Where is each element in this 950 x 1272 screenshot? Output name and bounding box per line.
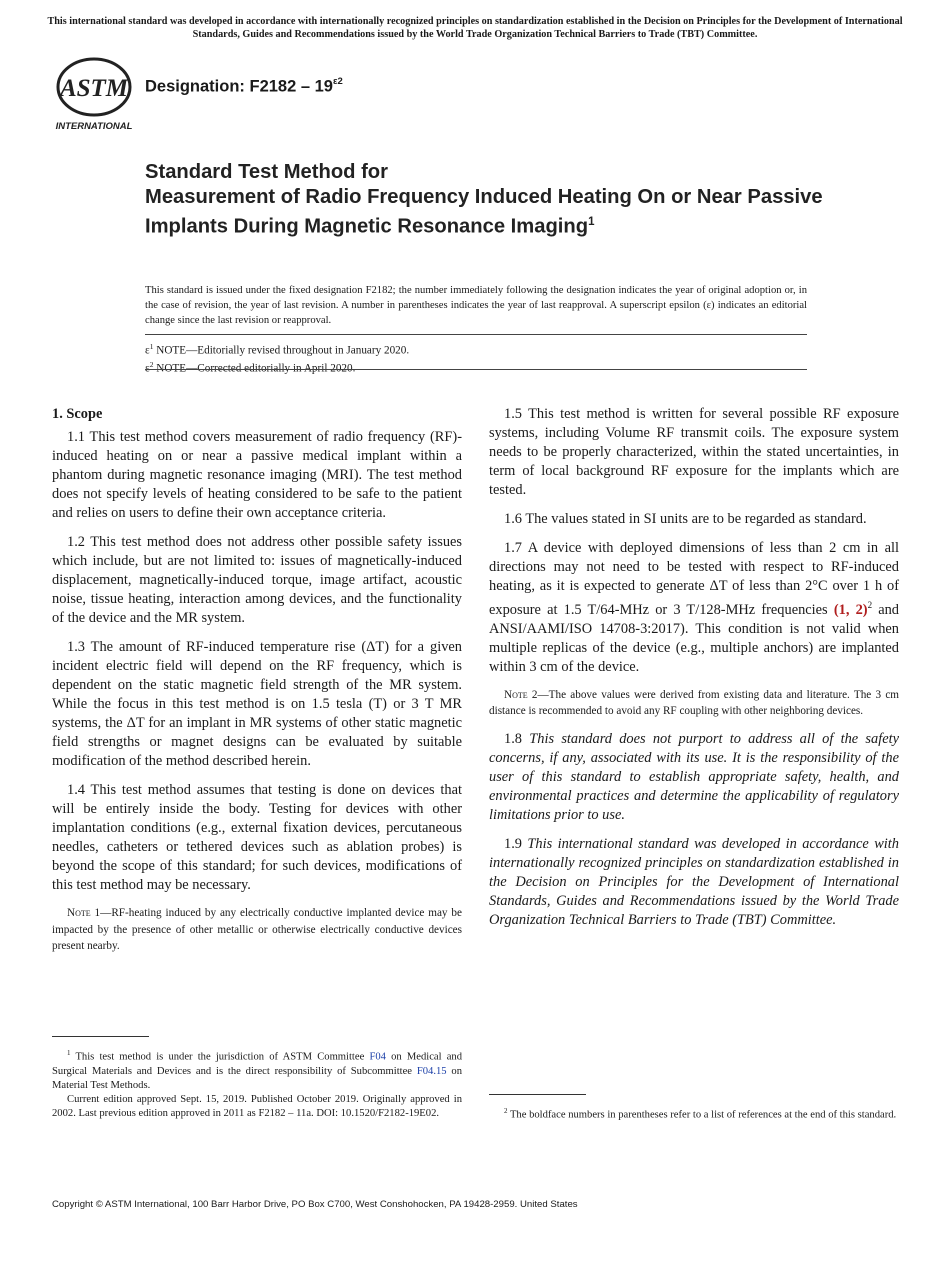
editorial-note: $\varepsilon^1$ NOTE—Editorially revised throughout in January 2020. [145,342,410,357]
paragraph-1-9: 1.9 This international standard was developed in accordance with internationally recognized principles on standardization established in the Decision on Principles for the Development of International Standards, Guides and Recommendations issued by the World Trade Organization Technical Barriers to Trade (TBT) Committee. [489,835,899,928]
left-column [52,405,462,965]
paragraph-1-3: 1.3 The amount of RF-induced temperature rise (ΔT) for a given incident electric field will depend on the RF frequency, which is dependent on the static magnetic field strength of the MR system. While the focus in this test method is on 1.5 tesla (T) or 3 T MR systems, the ΔT for an implant in MR systems of other static magnetic field strengths or magnet designs can be evaluated by suitable modification of the method described herein. [52,639,462,769]
title-line-2: Measurement of Radio Frequency Induced Heating On or Near Passive Implants During Magnetic Resonance Imaging [145,186,823,238]
paragraph-1-2: 1.2 This test method does not address other possible safety issues which include, but are not limited to: issues of magnetically-induced displacement, magnetically-induced torque, image artifact, acoustic noise, tissue heating, interaction among devices, and the functionality of the device and the MR system. [52,534,462,626]
paragraph-1-4: 1.4 This test method assumes that testing is done on devices that will be entirely inside the body. Testing for devices with other implantation conditions (e.g., external fixation devices, percutaneous needles, catheters or tethered devices such as ablation probes) is beyond the scope of this standard; for such devices, modifications of this test method may be necessary. [52,782,462,893]
reference-group: (1, 2) [833,601,868,618]
paragraph-1-5: 1.5 This test method is written for several possible RF exposure systems, including Volume RF transmit coils. The exposure system needs to be properly characterized, within the stated uncertainties, in term of local background RF exposure for the implants which are tested. [489,406,899,498]
footnote-left: $^1$ This test method is under the jurisdiction of ASTM Committee F04 on Medical and Surgical Materials and Devices and is the direct responsibility of Subcommittee F04.15 on Material Test Methods. Current edition approved Sept. 15, 2019. Published October 2019. Originally approved in 2002. Last previous edition approved in 2011 as F2182 – 11a. DOI: 10.1520/F2182-19E02. [52,1049,462,1119]
logo-text: ASTM [59,75,129,102]
issued-statement: This standard is issued under the fixed designation F2182; the number immediately following the designation indicates the year of original adoption or, in the case of revision, the year of last revision. A number in parentheses indicates the year of last reapproval. A superscript epsilon (ε) indicates an editorial change since the last revision or reapproval. [145,285,807,326]
paragraph-1-8: 1.8 This standard does not purport to address all of the safety concerns, if any, associated with its use. It is the responsibility of the user of this standard to establish appropriate safety, health, and environmental practices and determine the applicability of regulatory limitations prior to use. [489,730,899,823]
footnote-right: $^2$ The boldface numbers in parentheses refer to a list of references at the end of this standard. [504,1107,897,1121]
note-1: Note 1—RF-heating induced by any electrically conductive implanted device may be impacted by the presence of other metallic or otherwise electrically conductive devices present nearby. [52,907,462,952]
reference-link[interactable]: 1 [838,601,846,618]
paragraph-1-1: 1.1 This test method covers measurement of radio frequency (RF)-induced heating on or near a passive medical implant within a phantom during magnetic resonance imaging (MRI). The test method does not specify levels of heating considered to be safe to the patient and relies on users to define their own acceptance criteria. [52,429,462,521]
divider-bottom [145,369,807,370]
title-footnote-mark: 1 [588,216,595,228]
edition-note: Current edition approved Sept. 15, 2019. Published October 2019. Originally approved in 2002. Last previous edition approved in 2011 as F2182 – 11a. DOI: 10.1520/F2182-19E02. [52,1093,462,1119]
footnote-rule-left [52,1036,149,1037]
document-title [145,160,825,240]
designation-superscript: ε2 [333,76,343,87]
designation-label: Designation: F2182 – 19 [145,77,333,96]
reference-link[interactable]: 2 [855,601,863,618]
astm-logo [52,57,136,133]
copyright-footer: Copyright © ASTM International, 100 Barr Harbor Drive, PO Box C700, West Conshohocken, PA 19428-2959. United States [52,1199,578,1210]
editorial-notes [145,340,807,375]
editorial-note: 2 [149,359,154,369]
footnote-rule-right [489,1094,586,1095]
logo-subtext: INTERNATIONAL [55,121,133,132]
top-notice: This international standard was developed in accordance with internationally recognized principles on standardization established in the Decision on Principles for the Development of International Standards, Guides and Recommendations issued by the World Trade Organization Technical Barriers to Trade (TBT) Committee. [47,16,903,40]
section-heading: 1. Scope [52,406,103,422]
divider-top [145,334,807,335]
paragraph-1-7: 1.7 A device with deployed dimensions of less than 2 cm in all directions may not need to be tested with respect to RF-induced heating, as it is expected to generate ΔT of less than 2°C over 1 h of exposure at 1.5 T/64-MHz or 3 T/128-MHz frequencies (1, 2)$^2$ and ANSI/AAMI/ISO 14708-3:2017). This condition is not valid when multiple replicas of the device (e.g., multiple anchors) are implanted within 3 cm of the device. [489,540,899,675]
note-2: Note 2—The above values were derived from existing data and literature. The 3 cm distance is recommended to avoid any RF coupling with other neighboring devices. [489,688,899,718]
right-column [489,405,899,940]
designation [145,77,343,97]
footnote-mark: 2 [867,600,873,610]
subcommittee-link[interactable]: F04.15 [416,1065,447,1077]
paragraph-1-6: 1.6 The values stated in SI units are to be regarded as standard. [504,511,867,527]
committee-link[interactable]: F04 [369,1051,386,1063]
title-line-1: Standard Test Method for [145,161,388,183]
